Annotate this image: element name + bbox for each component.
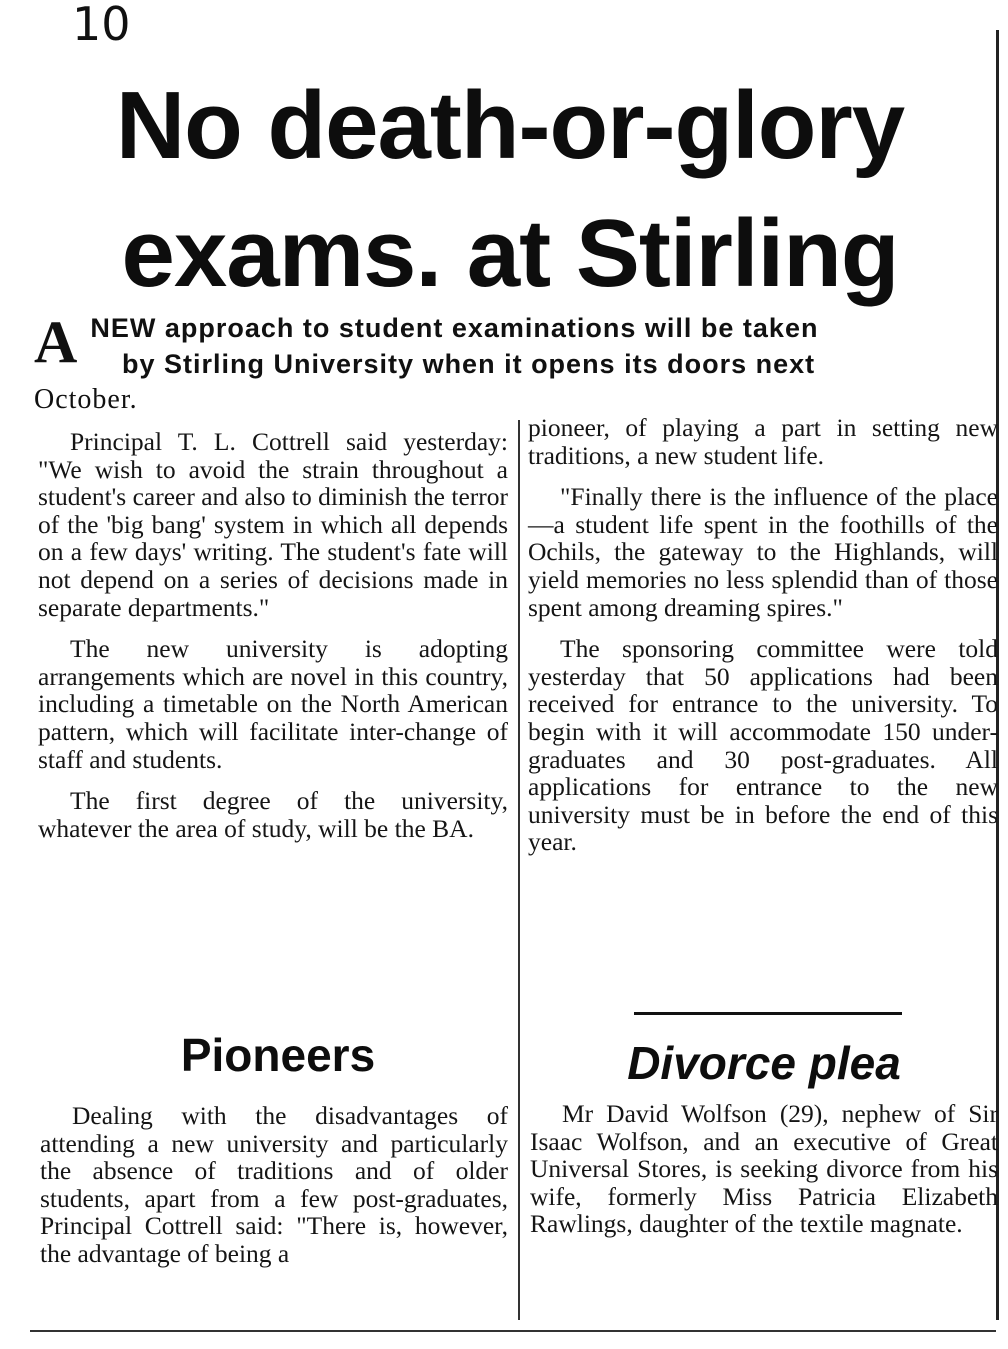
right-column-top [528,414,998,870]
article-paragraph: Principal T. L. Cottrell said yesterday: "We wish to avoid the strain throughout a student's career and also to diminish the terror of the 'big bang' system in which all depends on a few days' writing. The student's fate will not depend on a series of decisions made in separate departments." [38,427,508,622]
article-paragraph: pioneer, of playing a part in setting new traditions, a new student life. [528,413,998,470]
drop-cap: A [34,309,79,375]
column-rule [518,420,520,1320]
article-paragraph: Mr David Wolfson (29), nephew of Sir Isaac Wolfson, and an executive of Great Universal Stores, is seeking divorce from his wife, formerly Miss Patricia Elizabeth Rawlings, daughter of the textile magnate. [530,1099,998,1239]
divorce-plea-column [530,1100,998,1252]
lede-line-3: October. [34,384,138,415]
headline-line-1: No death-or-glory [115,72,905,179]
divorce-plea-heading: Divorce plea [627,1037,901,1089]
lede-paragraph [34,310,996,418]
article-paragraph: Dealing with the disadvantages of attending a new university and particularly the absence of traditions and of older students, apart from a few post-graduates, Principal Cottrell said: "There is, however, the advantage of being a [40,1101,508,1268]
lede-line-1: NEW approach to student examinations will be taken [90,313,819,343]
bottom-rule [30,1330,996,1332]
headline-line-2: exams. at Stirling [121,200,899,307]
article-paragraph: The first degree of the university, whatever the area of study, will be the BA. [38,786,508,843]
article-paragraph: The new university is adopting arrangements which are novel in this country, including a timetable on the North American pattern, which will facilitate inter-change of staff and students. [38,634,508,774]
headline [90,62,930,318]
pioneers-heading: Pioneers [180,1029,376,1081]
article-paragraph: "Finally there is the influence of the place—a student life spent in the foothills of the Ochils, the gateway to the Highlands, will yield memories no less splendid than of those spent among dreaming spires." [528,482,998,622]
pioneers-column [40,1102,508,1282]
left-column-top [38,428,508,856]
lede-line-2: by Stirling University when it opens its doors next [122,349,816,379]
article-paragraph: The sponsoring committee were told yesterday that 50 applications had been received for entrance to the university. To begin with it will accommodate 150 under-graduates and 30 post-graduates. All applications for entrance to the new university must be in before the end of this year. [528,634,998,857]
section-divider [634,1012,902,1015]
page-number: 10 [72,0,131,51]
